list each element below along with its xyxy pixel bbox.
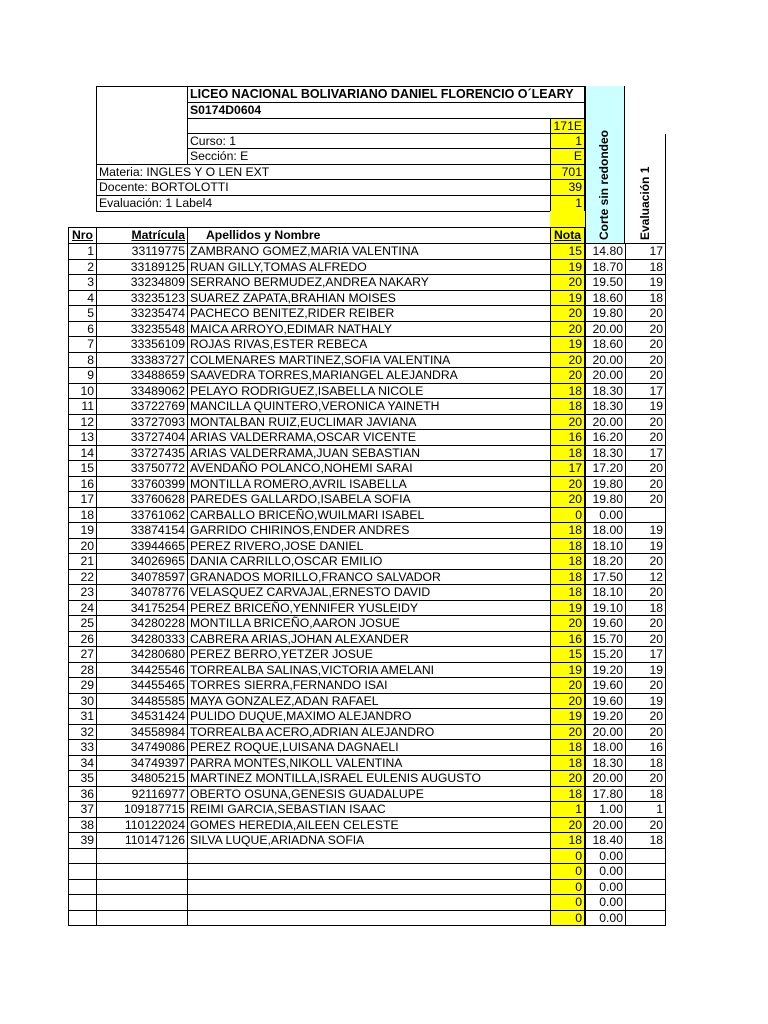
row-corte: 19.60 [585, 693, 626, 710]
row-nombre [187, 863, 551, 880]
row-nota: 20 [550, 367, 585, 384]
row-evaluacion [625, 894, 666, 911]
row-matricula: 33727404 [96, 429, 188, 446]
row-evaluacion: 17 [625, 383, 666, 400]
row-matricula [96, 863, 188, 880]
col-matricula: Matrícula [96, 227, 188, 244]
row-corte: 20.00 [585, 724, 626, 741]
row-corte: 14.80 [585, 243, 626, 260]
row-nota: 0 [550, 879, 585, 896]
row-evaluacion: 19 [625, 538, 666, 555]
row-nro: 18 [68, 507, 97, 524]
evaluacion-value: 1 [550, 195, 585, 212]
row-nro: 32 [68, 724, 97, 741]
row-evaluacion: 20 [625, 615, 666, 632]
row-nombre: PACHECO BENITEZ,RIDER REIBER [187, 305, 551, 322]
row-nombre: CARBALLO BRICEÑO,WUILMARI ISABEL [187, 507, 551, 524]
row-nombre: COLMENARES MARTINEZ,SOFIA VALENTINA [187, 352, 551, 369]
row-corte: 17.80 [585, 786, 626, 803]
row-corte: 19.20 [585, 708, 626, 725]
row-nombre: MONTILLA BRICEÑO,AARON JOSUE [187, 615, 551, 632]
row-nro: 7 [68, 336, 97, 353]
row-corte: 20.00 [585, 414, 626, 431]
row-nombre: MARTINEZ MONTILLA,ISRAEL EULENIS AUGUSTO [187, 770, 551, 787]
row-corte: 18.30 [585, 383, 626, 400]
row-nombre: GRANADOS MORILLO,FRANCO SALVADOR [187, 569, 551, 586]
row-evaluacion: 20 [625, 460, 666, 477]
row-evaluacion: 18 [625, 832, 666, 849]
row-matricula: 34531424 [96, 708, 188, 725]
row-nombre: DANIA CARRILLO,OSCAR EMILIO [187, 553, 551, 570]
row-nombre: SAAVEDRA TORRES,MARIANGEL ALEJANDRA [187, 367, 551, 384]
row-corte: 18.60 [585, 290, 626, 307]
row-matricula: 34805215 [96, 770, 188, 787]
row-matricula: 33234809 [96, 274, 188, 291]
row-nro: 27 [68, 646, 97, 663]
row-matricula [96, 848, 188, 865]
row-nro: 31 [68, 708, 97, 725]
row-nro: 4 [68, 290, 97, 307]
row-corte: 16.20 [585, 429, 626, 446]
row-matricula: 109187715 [96, 801, 188, 818]
row-evaluacion: 20 [625, 429, 666, 446]
row-corte: 18.30 [585, 445, 626, 462]
row-matricula: 34078597 [96, 569, 188, 586]
row-nro: 9 [68, 367, 97, 384]
row-matricula: 33356109 [96, 336, 188, 353]
row-nota: 20 [550, 724, 585, 741]
row-nro: 39 [68, 832, 97, 849]
row-corte: 0.00 [585, 848, 626, 865]
row-matricula: 33760399 [96, 476, 188, 493]
row-nro: 13 [68, 429, 97, 446]
row-nota: 18 [550, 538, 585, 555]
seccion-label: Sección: E [187, 148, 551, 165]
row-evaluacion: 20 [625, 336, 666, 353]
row-nro: 19 [68, 522, 97, 539]
row-corte: 19.20 [585, 662, 626, 679]
row-nota: 15 [550, 646, 585, 663]
row-nota: 19 [550, 259, 585, 276]
row-matricula: 33727435 [96, 445, 188, 462]
row-nro: 29 [68, 677, 97, 694]
row-matricula: 34175254 [96, 600, 188, 617]
row-nombre [187, 894, 551, 911]
row-nro: 14 [68, 445, 97, 462]
period-value: 171E [550, 118, 585, 134]
row-nombre: ARIAS VALDERRAMA,JUAN SEBASTIAN [187, 445, 551, 462]
row-corte: 18.60 [585, 336, 626, 353]
row-nota: 19 [550, 708, 585, 725]
row-evaluacion: 18 [625, 600, 666, 617]
row-nota: 18 [550, 755, 585, 772]
row-nota: 20 [550, 770, 585, 787]
row-corte: 19.80 [585, 476, 626, 493]
row-evaluacion [625, 879, 666, 896]
row-matricula: 92116977 [96, 786, 188, 803]
row-nombre: TORRES SIERRA,FERNANDO ISAI [187, 677, 551, 694]
row-matricula: 34749397 [96, 755, 188, 772]
row-nombre: PAREDES GALLARDO,ISABELA SOFIA [187, 491, 551, 508]
row-corte: 0.00 [585, 910, 626, 927]
row-evaluacion: 16 [625, 739, 666, 756]
row-matricula: 33119775 [96, 243, 188, 260]
row-matricula [96, 894, 188, 911]
row-nro: 30 [68, 693, 97, 710]
blank-row [187, 118, 551, 134]
row-nro: 26 [68, 631, 97, 648]
row-evaluacion: 17 [625, 445, 666, 462]
row-nombre: ZAMBRANO GOMEZ,MARIA VALENTINA [187, 243, 551, 260]
row-nota: 20 [550, 414, 585, 431]
row-nro: 5 [68, 305, 97, 322]
row-matricula: 33760628 [96, 491, 188, 508]
row-nombre: VELASQUEZ CARVAJAL,ERNESTO DAVID [187, 584, 551, 601]
col-nro: Nro [68, 227, 97, 244]
row-nombre: PULIDO DUQUE,MAXIMO ALEJANDRO [187, 708, 551, 725]
row-nota: 0 [550, 910, 585, 927]
row-corte: 20.00 [585, 817, 626, 834]
row-evaluacion: 18 [625, 786, 666, 803]
row-corte: 20.00 [585, 321, 626, 338]
row-nota: 18 [550, 739, 585, 756]
row-matricula: 33383727 [96, 352, 188, 369]
row-nombre: OBERTO OSUNA,GENESIS GUADALUPE [187, 786, 551, 803]
row-nombre: GARRIDO CHIRINOS,ENDER ANDRES [187, 522, 551, 539]
row-evaluacion: 19 [625, 662, 666, 679]
school-title: LICEO NACIONAL BOLIVARIANO DANIEL FLORENCIO O´LEARY [187, 86, 585, 103]
row-corte: 18.30 [585, 398, 626, 415]
row-evaluacion: 17 [625, 243, 666, 260]
row-nro: 15 [68, 460, 97, 477]
row-nota: 18 [550, 522, 585, 539]
row-nro: 8 [68, 352, 97, 369]
row-nota: 18 [550, 832, 585, 849]
row-nro: 34 [68, 755, 97, 772]
row-matricula: 33489062 [96, 383, 188, 400]
row-corte: 19.60 [585, 615, 626, 632]
row-corte: 18.40 [585, 832, 626, 849]
row-matricula: 34280680 [96, 646, 188, 663]
row-nota: 20 [550, 491, 585, 508]
row-nro: 17 [68, 491, 97, 508]
row-corte: 18.10 [585, 538, 626, 555]
row-nro [68, 894, 97, 911]
row-evaluacion: 19 [625, 398, 666, 415]
row-nro: 22 [68, 569, 97, 586]
row-nota: 20 [550, 693, 585, 710]
row-nota: 0 [550, 848, 585, 865]
row-evaluacion: 19 [625, 274, 666, 291]
row-evaluacion: 20 [625, 553, 666, 570]
row-nro: 12 [68, 414, 97, 431]
row-nombre: TORREALBA SALINAS,VICTORIA AMELANI [187, 662, 551, 679]
row-matricula: 34280228 [96, 615, 188, 632]
row-nota: 20 [550, 615, 585, 632]
row-evaluacion [625, 863, 666, 880]
row-nro: 37 [68, 801, 97, 818]
row-nota: 19 [550, 336, 585, 353]
row-matricula: 33189125 [96, 259, 188, 276]
row-corte: 17.50 [585, 569, 626, 586]
row-nota: 18 [550, 786, 585, 803]
row-evaluacion [625, 910, 666, 927]
row-nombre: ROJAS RIVAS,ESTER REBECA [187, 336, 551, 353]
row-nombre: MAYA GONZALEZ,ADAN RAFAEL [187, 693, 551, 710]
header-logo-box [96, 86, 188, 165]
row-evaluacion: 19 [625, 693, 666, 710]
row-corte: 18.00 [585, 522, 626, 539]
row-corte: 1.00 [585, 801, 626, 818]
row-evaluacion: 20 [625, 305, 666, 322]
row-evaluacion: 18 [625, 755, 666, 772]
materia-value: 701 [550, 164, 585, 180]
row-nombre: AVENDAÑO POLANCO,NOHEMI SARAI [187, 460, 551, 477]
row-evaluacion: 20 [625, 817, 666, 834]
row-matricula: 34455465 [96, 677, 188, 694]
row-nro [68, 910, 97, 927]
row-nombre [187, 879, 551, 896]
row-matricula: 33874154 [96, 522, 188, 539]
corte-header-label: Corte sin redondeo [597, 129, 611, 240]
row-nota: 17 [550, 460, 585, 477]
row-corte: 19.80 [585, 305, 626, 322]
row-nota: 18 [550, 553, 585, 570]
materia-label: Materia: INGLES Y O LEN EXT [96, 164, 551, 180]
row-corte: 18.10 [585, 584, 626, 601]
row-nombre: PELAYO RODRIGUEZ,ISABELLA NICOLE [187, 383, 551, 400]
row-nro: 28 [68, 662, 97, 679]
row-corte: 20.00 [585, 367, 626, 384]
row-corte: 19.50 [585, 274, 626, 291]
row-evaluacion: 20 [625, 476, 666, 493]
row-nro: 25 [68, 615, 97, 632]
row-nota: 0 [550, 894, 585, 911]
row-matricula [96, 879, 188, 896]
row-nro: 3 [68, 274, 97, 291]
row-nombre: ARIAS VALDERRAMA,OSCAR VICENTE [187, 429, 551, 446]
row-nota: 0 [550, 863, 585, 880]
row-evaluacion: 20 [625, 321, 666, 338]
row-evaluacion: 17 [625, 646, 666, 663]
row-matricula: 33488659 [96, 367, 188, 384]
row-evaluacion: 19 [625, 522, 666, 539]
row-matricula: 34026965 [96, 553, 188, 570]
row-nota: 18 [550, 569, 585, 586]
row-nro [68, 848, 97, 865]
row-nombre: MONTILLA ROMERO,AVRIL ISABELLA [187, 476, 551, 493]
row-nota: 20 [550, 817, 585, 834]
row-nombre [187, 910, 551, 927]
row-nro [68, 879, 97, 896]
row-nro: 33 [68, 739, 97, 756]
row-corte: 15.20 [585, 646, 626, 663]
row-evaluacion: 20 [625, 414, 666, 431]
row-nombre: REIMI GARCIA,SEBASTIAN ISAAC [187, 801, 551, 818]
row-nombre: MAICA ARROYO,EDIMAR NATHALY [187, 321, 551, 338]
row-nota: 18 [550, 584, 585, 601]
row-nombre: MANCILLA QUINTERO,VERONICA YAINETH [187, 398, 551, 415]
col-nota: Nota [550, 227, 585, 244]
row-matricula: 34749086 [96, 739, 188, 756]
row-matricula: 33727093 [96, 414, 188, 431]
school-code: S0174D0604 [187, 102, 585, 119]
row-nombre: PEREZ BRICEÑO,YENNIFER YUSLEIDY [187, 600, 551, 617]
row-evaluacion: 20 [625, 631, 666, 648]
seccion-value: E [550, 148, 585, 165]
row-matricula: 33235474 [96, 305, 188, 322]
eval-header-label: Evaluación 1 [638, 166, 652, 240]
row-evaluacion: 18 [625, 290, 666, 307]
row-nombre: SUAREZ ZAPATA,BRAHIAN MOISES [187, 290, 551, 307]
row-evaluacion: 20 [625, 352, 666, 369]
row-matricula: 110147126 [96, 832, 188, 849]
row-corte: 18.20 [585, 553, 626, 570]
row-nro: 23 [68, 584, 97, 601]
row-matricula [96, 910, 188, 927]
row-nombre: SERRANO BERMUDEZ,ANDREA NAKARY [187, 274, 551, 291]
row-evaluacion: 20 [625, 770, 666, 787]
row-matricula: 33722769 [96, 398, 188, 415]
row-nro [68, 863, 97, 880]
row-nombre [187, 848, 551, 865]
row-matricula: 34280333 [96, 631, 188, 648]
row-nota: 20 [550, 305, 585, 322]
row-nota: 0 [550, 507, 585, 524]
row-evaluacion: 20 [625, 367, 666, 384]
row-evaluacion: 20 [625, 724, 666, 741]
row-matricula: 33235123 [96, 290, 188, 307]
row-corte: 19.60 [585, 677, 626, 694]
row-nota: 20 [550, 677, 585, 694]
row-nota: 20 [550, 476, 585, 493]
row-nro: 24 [68, 600, 97, 617]
row-corte: 17.20 [585, 460, 626, 477]
row-evaluacion: 12 [625, 569, 666, 586]
row-matricula: 34078776 [96, 584, 188, 601]
row-nombre: PEREZ ROQUE,LUISANA DAGNAELI [187, 739, 551, 756]
row-evaluacion [625, 507, 666, 524]
row-nota: 1 [550, 801, 585, 818]
row-evaluacion: 20 [625, 584, 666, 601]
row-nro: 38 [68, 817, 97, 834]
row-corte: 0.00 [585, 894, 626, 911]
docente-label: Docente: BORTOLOTTI [96, 179, 551, 196]
row-corte: 18.70 [585, 259, 626, 276]
row-matricula: 34425546 [96, 662, 188, 679]
row-corte: 20.00 [585, 352, 626, 369]
row-nota: 15 [550, 243, 585, 260]
row-corte: 15.70 [585, 631, 626, 648]
row-matricula: 33235548 [96, 321, 188, 338]
row-nota: 18 [550, 445, 585, 462]
row-nro: 1 [68, 243, 97, 260]
row-nota: 16 [550, 631, 585, 648]
row-nro: 11 [68, 398, 97, 415]
row-nombre: PEREZ BERRO,YETZER JOSUE [187, 646, 551, 663]
row-nro: 20 [68, 538, 97, 555]
row-nota: 20 [550, 321, 585, 338]
row-corte: 19.80 [585, 491, 626, 508]
row-corte: 18.00 [585, 739, 626, 756]
row-nro: 35 [68, 770, 97, 787]
row-corte: 20.00 [585, 770, 626, 787]
row-evaluacion [625, 848, 666, 865]
row-nro: 2 [68, 259, 97, 276]
curso-label: Curso: 1 [187, 133, 551, 149]
row-matricula: 34485585 [96, 693, 188, 710]
row-nota: 20 [550, 274, 585, 291]
row-nota: 18 [550, 383, 585, 400]
row-nombre: SILVA LUQUE,ARIADNA SOFIA [187, 832, 551, 849]
row-corte: 19.10 [585, 600, 626, 617]
row-matricula: 110122024 [96, 817, 188, 834]
row-nro: 6 [68, 321, 97, 338]
row-nota: 20 [550, 352, 585, 369]
row-nombre: PARRA MONTES,NIKOLL VALENTINA [187, 755, 551, 772]
row-corte: 0.00 [585, 507, 626, 524]
row-matricula: 33761062 [96, 507, 188, 524]
row-nota: 18 [550, 398, 585, 415]
row-nota: 19 [550, 290, 585, 307]
evaluacion-label: Evaluación: 1 Label4 [96, 195, 551, 212]
col-nombre: Apellidos y Nombre [187, 227, 551, 244]
docente-value: 39 [550, 179, 585, 196]
row-matricula: 33944665 [96, 538, 188, 555]
row-evaluacion: 20 [625, 677, 666, 694]
row-corte: 18.30 [585, 755, 626, 772]
row-nombre: GOMES HEREDIA,AILEEN CELESTE [187, 817, 551, 834]
row-nro: 16 [68, 476, 97, 493]
row-nombre: MONTALBAN RUIZ,EUCLIMAR JAVIANA [187, 414, 551, 431]
row-corte: 0.00 [585, 879, 626, 896]
row-nro: 36 [68, 786, 97, 803]
curso-value: 1 [550, 133, 585, 149]
row-nombre: TORREALBA ACERO,ADRIAN ALEJANDRO [187, 724, 551, 741]
row-evaluacion: 20 [625, 491, 666, 508]
row-nro: 21 [68, 553, 97, 570]
row-nro: 10 [68, 383, 97, 400]
row-matricula: 33750772 [96, 460, 188, 477]
row-nota: 16 [550, 429, 585, 446]
row-corte: 0.00 [585, 863, 626, 880]
nota-header-fill [550, 211, 585, 228]
row-nota: 19 [550, 600, 585, 617]
row-evaluacion: 18 [625, 259, 666, 276]
row-nombre: CABRERA ARIAS,JOHAN ALEXANDER [187, 631, 551, 648]
row-nota: 19 [550, 662, 585, 679]
row-evaluacion: 20 [625, 708, 666, 725]
row-matricula: 34558984 [96, 724, 188, 741]
row-evaluacion: 1 [625, 801, 666, 818]
row-nombre: RUAN GILLY,TOMAS ALFREDO [187, 259, 551, 276]
row-nombre: PEREZ RIVERO,JOSE DANIEL [187, 538, 551, 555]
